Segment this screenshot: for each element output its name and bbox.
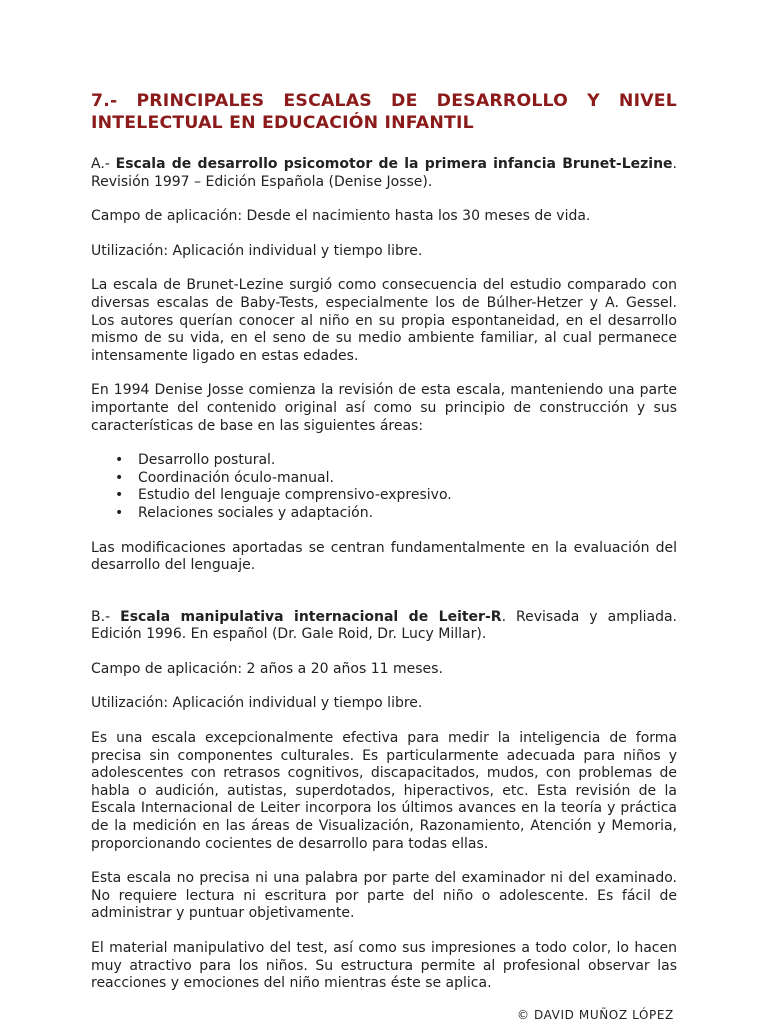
list-item-text: Coordinación óculo-manual. (138, 469, 334, 486)
section-a-suffix: . Revisión 1997 – Edición Española (Denise Josse). (91, 156, 677, 190)
section-a-paragraph-2: En 1994 Denise Josse comienza la revisión de esta escala, manteniendo una parte importante del contenido original así como su principio de construcción y sus características de base en las siguientes áreas: (91, 382, 677, 434)
section-a-prefix: A.- (91, 156, 116, 172)
section-a-scale-name: Escala de desarrollo psicomotor de la primera infancia Brunet-Lezine (115, 156, 673, 172)
list-item (91, 470, 677, 488)
section-b-paragraph-2: Esta escala no precisa ni una palabra por parte del examinador ni del examinado. No requiere lectura ni escritura por parte del niño o adolescente. Es fácil de administrar y puntuar objetivamente. (91, 870, 677, 922)
document-page (91, 90, 677, 1010)
section-a-areas-list (91, 452, 677, 522)
section-b-suffix: . Revisada y ampliada. Edición 1996. En español (Dr. Gale Roid, Dr. Lucy Millar). (91, 608, 677, 643)
bullet-icon: • (115, 487, 124, 504)
section-b-paragraph-1: Es una escala excepcionalmente efectiva para medir la inteligencia de forma precisa sin componentes culturales. Es particularmente adecuada para niños y adolescentes con retrasos cognitivos, discapacitados, mudos, con problemas de habla o audición, autistas, superdotados, hiperactivos, etc. Esta revisión de la Escala Internacional de Leiter incorpora los últimos avances en la teoría y práctica de la medición en las áreas de Visualización, Razonamiento, Atención y Memoria, proporcionando cocientes de desarrollo para todas ellas. (91, 730, 677, 852)
section-a-campo: Campo de aplicación: Desde el nacimiento hasta los 30 meses de vida. (91, 208, 591, 225)
list-item-text: Estudio del lenguaje comprensivo-expresivo. (138, 487, 452, 504)
bullet-icon: • (115, 469, 124, 486)
list-item-text: Relaciones sociales y adaptación. (138, 504, 374, 521)
section-a-paragraph-1: La escala de Brunet-Lezine surgió como consecuencia del estudio comparado con diversas escalas de Baby-Tests, especialmente los de Búlher-Hetzer y A. Gessel. Los autores querían conocer al niño en su propia espontaneidad, en el desarrollo mismo de su vida, en el seno de su medio ambiente familiar, al cual permanece intensamente ligado en estas edades. (91, 277, 677, 364)
section-b-paragraph-3: El material manipulativo del test, así como sus impresiones a todo color, lo hacen muy atractivo para los niños. Su estructura permite al profesional observar las reacciones y emociones del niño mientras éste se aplica. (91, 940, 677, 992)
section-b-utilizacion: Utilización: Aplicación individual y tiempo libre. (91, 695, 423, 712)
copyright-footer: © DAVID MUÑOZ LÓPEZ (517, 1008, 674, 1022)
section-a-heading (91, 156, 677, 191)
bullet-icon: • (115, 504, 124, 521)
section-a-paragraph-3: Las modificaciones aportadas se centran fundamentalmente en la evaluación del desarrollo del lenguaje. (91, 539, 677, 574)
section-b-heading (91, 609, 677, 644)
section-b-campo: Campo de aplicación: 2 años a 20 años 11 meses. (91, 660, 443, 677)
section-a-utilizacion: Utilización: Aplicación individual y tiempo libre. (91, 242, 423, 259)
page-title: 7.- PRINCIPALES ESCALAS DE DESARROLLO Y NIVEL INTELECTUAL EN EDUCACIÓN INFANTIL (91, 91, 677, 133)
list-item (91, 505, 677, 523)
section-b-scale-name: Escala manipulativa internacional de Leiter-R (120, 608, 502, 625)
section-b-prefix: B.- (91, 608, 121, 625)
bullet-icon: • (115, 452, 124, 469)
list-item (91, 487, 677, 505)
list-item (91, 452, 677, 470)
list-item-text: Desarrollo postural. (138, 452, 276, 469)
